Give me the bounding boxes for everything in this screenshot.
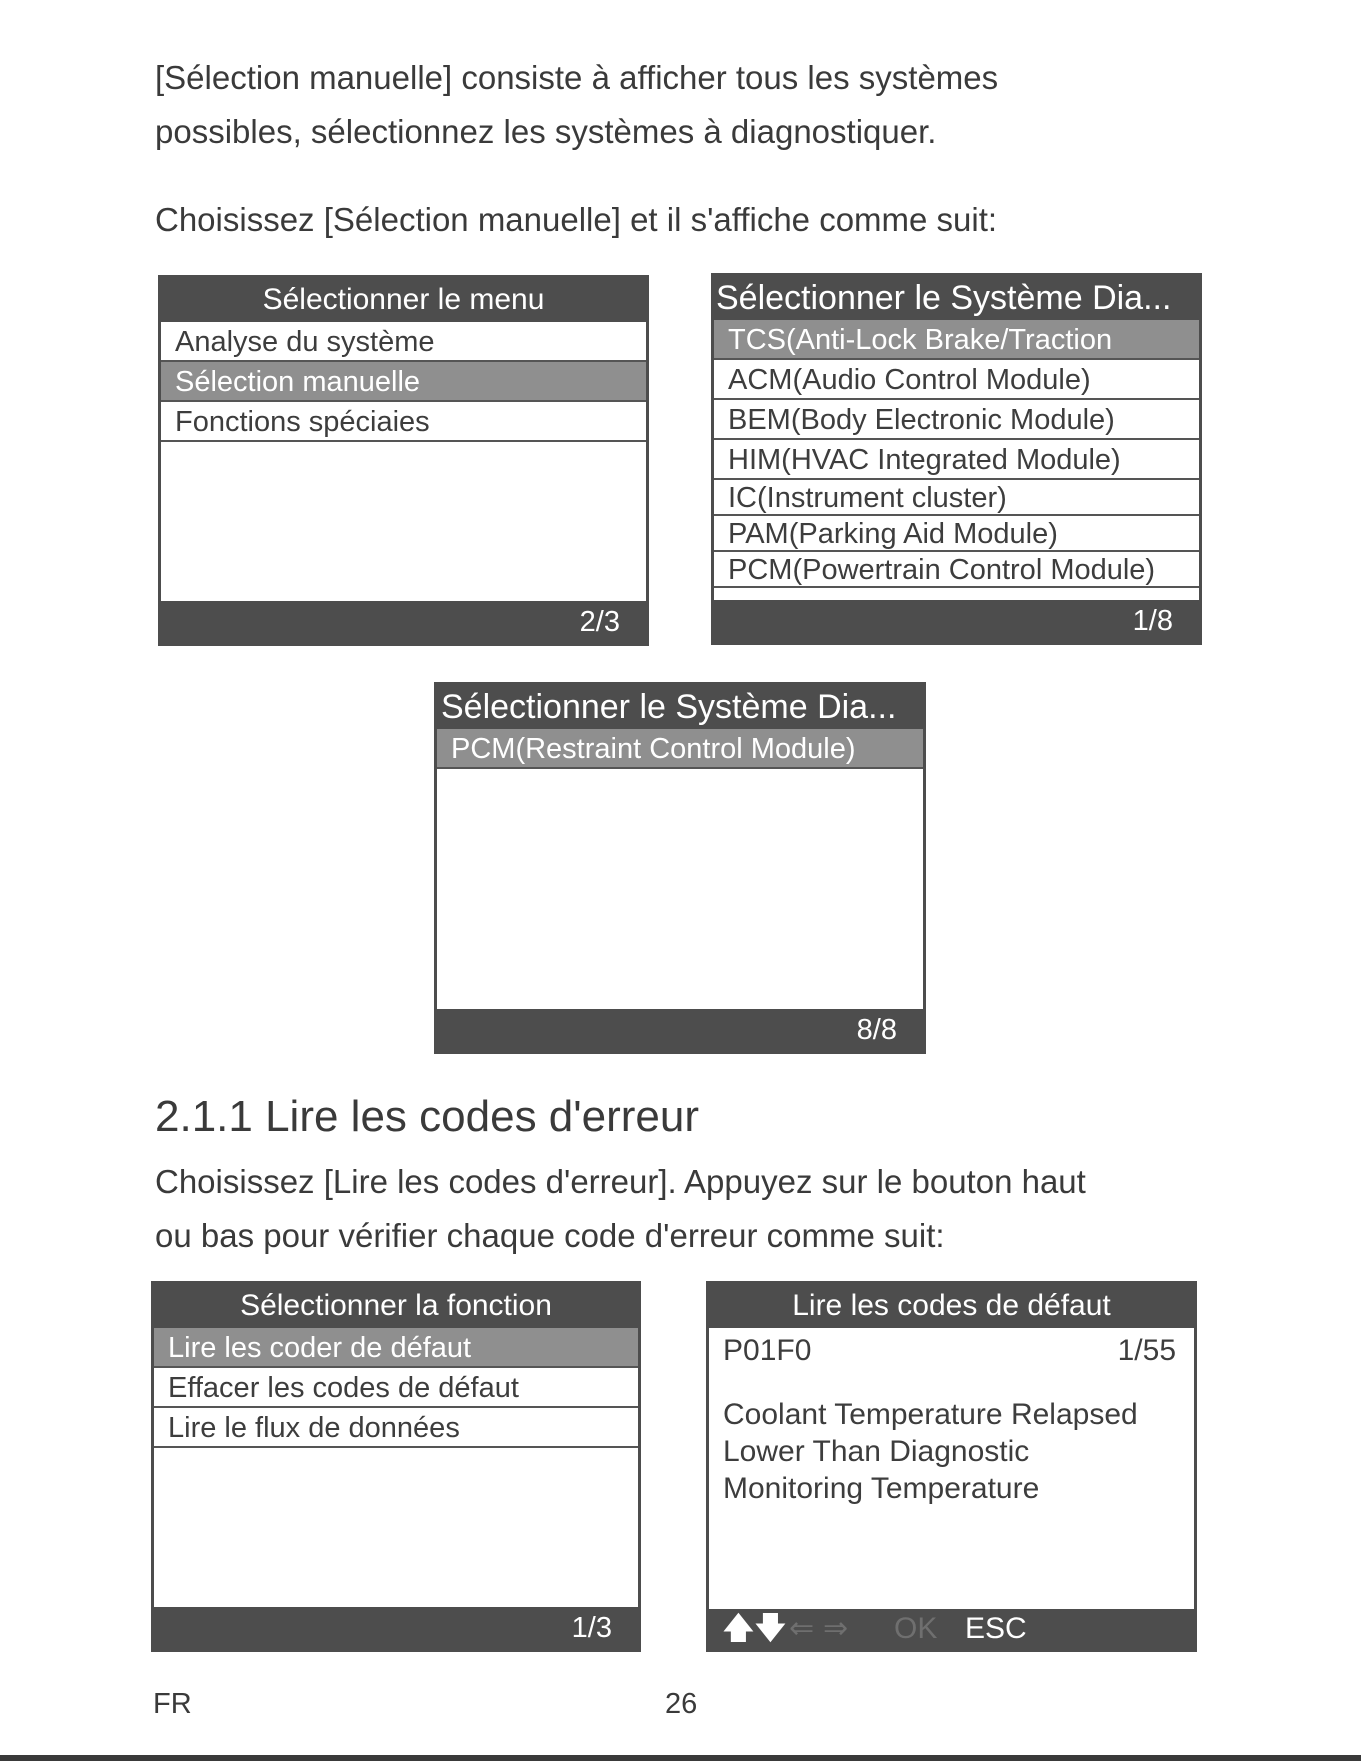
dtc-description-line: Coolant Temperature Relapsed — [723, 1398, 1138, 1431]
dtc-description-line: Lower Than Diagnostic — [723, 1435, 1030, 1468]
system-item-him[interactable]: HIM(HVAC Integrated Module) — [714, 440, 1199, 480]
screen-title: Sélectionner le menu — [161, 278, 646, 322]
system-item-bem[interactable]: BEM(Body Electronic Module) — [714, 400, 1199, 440]
arrow-down-icon[interactable]: 🡇 — [755, 1612, 786, 1645]
function-item-erase-codes[interactable]: Effacer les codes de défaut — [154, 1368, 638, 1408]
dtc-code: P01F0 — [723, 1334, 812, 1367]
screen-select-menu — [158, 275, 649, 646]
section-heading: 2.1.1 Lire les codes d'erreur — [155, 1092, 700, 1141]
intro-line-1: [Sélection manuelle] consiste à afficher tous les systèmes — [155, 59, 999, 96]
intro-line-2: possibles, sélectionnez les systèmes à diagnostiquer. — [155, 113, 937, 150]
navigation-bar — [709, 1609, 1194, 1649]
page-number: 26 — [665, 1688, 698, 1720]
intro-line-3: Choisissez [Sélection manuelle] et il s'affiche comme suit: — [155, 201, 998, 238]
arrow-left-icon: ⇐ — [789, 1612, 815, 1645]
dtc-detail — [723, 1334, 1180, 1507]
function-item-data-stream[interactable]: Lire le flux de données — [154, 1408, 638, 1448]
system-item-acm[interactable]: ACM(Audio Control Module) — [714, 360, 1199, 400]
section-line-2: ou bas pour vérifier chaque code d'erreur comme suit: — [155, 1217, 945, 1254]
function-item-read-codes[interactable]: Lire les coder de défaut — [154, 1328, 638, 1368]
dtc-description-line: Monitoring Temperature — [723, 1472, 1040, 1505]
page-indicator: 8/8 — [437, 1009, 923, 1051]
screen-select-system-page-8 — [434, 682, 926, 1054]
arrow-up-icon[interactable]: 🡅 — [723, 1612, 754, 1645]
system-list — [437, 729, 923, 769]
ok-button: OK — [894, 1612, 938, 1645]
menu-list — [161, 322, 646, 442]
system-item-tcs[interactable]: TCS(Anti-Lock Brake/Traction — [714, 320, 1199, 360]
screen-title: Sélectionner le Système Dia... — [714, 276, 1199, 320]
esc-button[interactable]: ESC — [965, 1612, 1027, 1645]
dtc-count: 1/55 — [1117, 1334, 1176, 1367]
section-line-1: Choisissez [Lire les codes d'erreur]. Appuyez sur le bouton haut — [155, 1163, 1086, 1200]
screen-read-dtc — [706, 1281, 1197, 1652]
page-indicator: 2/3 — [161, 601, 646, 643]
menu-item-selection-manuelle[interactable]: Sélection manuelle — [161, 362, 646, 402]
screen-title: Lire les codes de défaut — [709, 1284, 1194, 1328]
menu-item-analyse[interactable]: Analyse du système — [161, 322, 646, 362]
screen-select-system-page-1 — [711, 273, 1202, 645]
screen-title: Sélectionner le Système Dia... — [437, 685, 923, 729]
dtc-description — [723, 1396, 1180, 1507]
arrow-right-icon: ⇒ — [823, 1612, 849, 1645]
system-item-pcm[interactable]: PCM(Powertrain Control Module) — [714, 552, 1199, 588]
screen-select-function — [151, 1281, 641, 1652]
system-item-pcm-restraint[interactable]: PCM(Restraint Control Module) — [437, 729, 923, 769]
page-indicator: 1/3 — [154, 1607, 638, 1649]
language-label: FR — [153, 1688, 192, 1720]
system-item-ic[interactable]: IC(Instrument cluster) — [714, 480, 1199, 516]
system-item-pam[interactable]: PAM(Parking Aid Module) — [714, 516, 1199, 552]
bottom-divider — [0, 1755, 1361, 1761]
menu-item-fonctions-speciales[interactable]: Fonctions spéciaies — [161, 402, 646, 442]
system-list — [714, 320, 1199, 588]
screen-title: Sélectionner la fonction — [154, 1284, 638, 1328]
page-indicator: 1/8 — [714, 600, 1199, 642]
function-list — [154, 1328, 638, 1448]
